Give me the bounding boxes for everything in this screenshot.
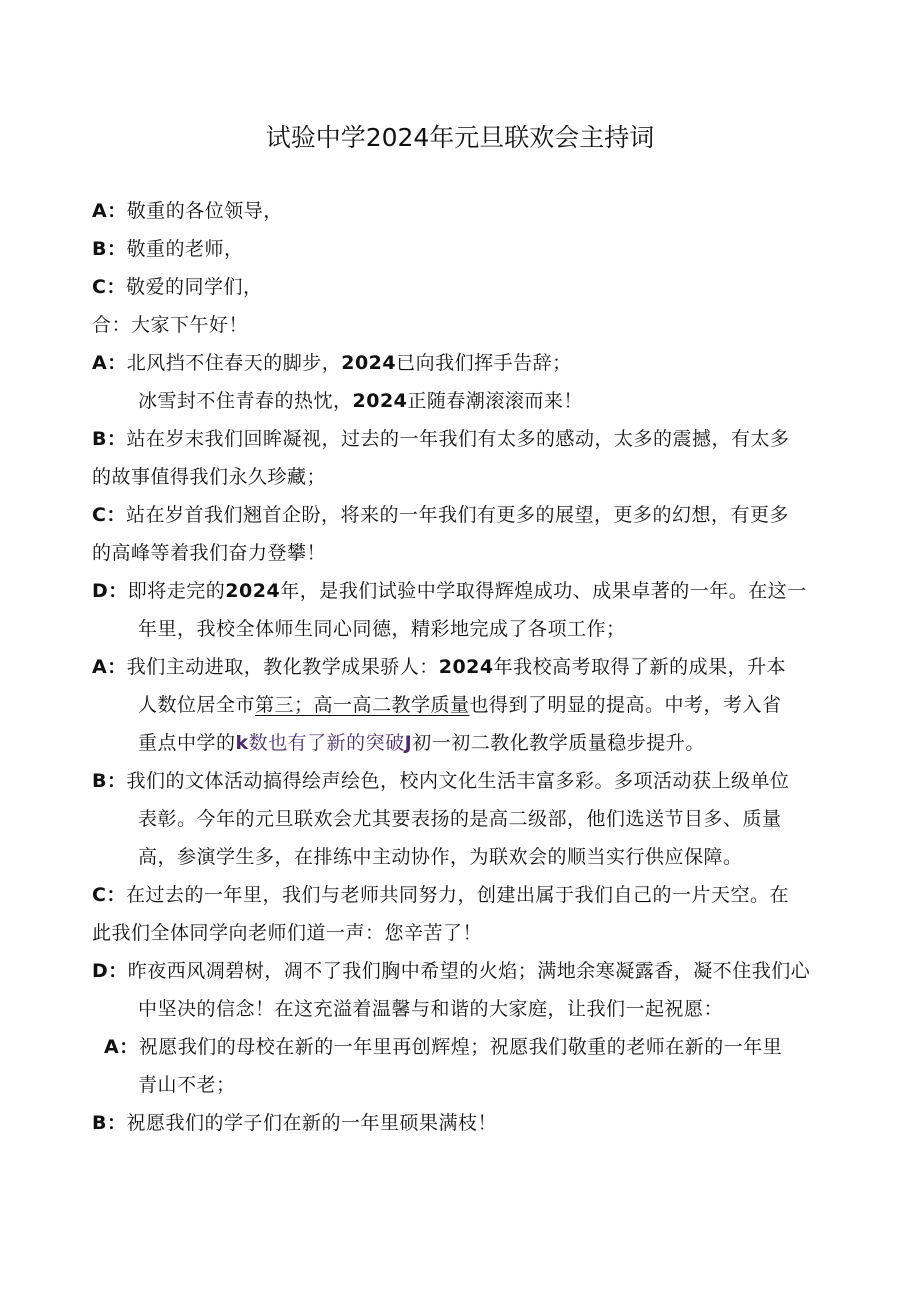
line-d-summary-cont xyxy=(92,610,827,648)
highlighted-text: 数也有了新的突破 xyxy=(248,732,405,754)
speaker-label: B： xyxy=(92,770,127,792)
line-d-summary xyxy=(92,572,827,610)
line-c-thanks-cont xyxy=(92,914,827,952)
line-a-opening xyxy=(92,344,827,382)
line-greeting-a xyxy=(92,192,827,230)
line-b-reflection xyxy=(92,420,827,458)
line-text: 合：大家下午好！ xyxy=(92,314,249,336)
speaker-label: A： xyxy=(104,1036,139,1058)
line-text: 高，参演学生多，在排练中主动协作，为联欢会的顺当实行供应保障。 xyxy=(138,846,743,868)
year-number: 2024 xyxy=(341,352,397,374)
line-b-activities-cont2 xyxy=(92,838,827,876)
line-text: 正随春潮滚滚而来！ xyxy=(407,390,583,412)
line-text: 敬重的各位领导， xyxy=(126,200,283,222)
line-a-achievements xyxy=(92,648,827,686)
glyph-k: k xyxy=(235,732,249,754)
line-text: 的高峰等着我们奋力登攀！ xyxy=(92,542,327,564)
line-text: 我们的文体活动搞得绘声绘色，校内文化生活丰富多彩。多项活动获上级单位 xyxy=(126,770,790,792)
line-text: 此我们全体同学向老师们道一声：您辛苦了！ xyxy=(92,922,483,944)
line-text: 人数位居全市 xyxy=(138,694,256,716)
speaker-label: C： xyxy=(92,884,126,906)
line-text: 冰雪封不住青春的热忱， xyxy=(138,390,353,412)
line-a-blessing-cont xyxy=(92,1066,827,1104)
line-text: 我们主动进取，教化教学成果骄人： xyxy=(126,656,439,678)
line-text: 初一初二教化教学质量稳步提升。 xyxy=(412,732,705,754)
speaker-label: B： xyxy=(92,1112,127,1134)
line-text: 祝愿我们的母校在新的一年里再创辉煌；祝愿我们敬重的老师在新的一年里 xyxy=(138,1036,783,1058)
line-text: 的故事值得我们永久珍藏； xyxy=(92,466,327,488)
line-text: 表彰。今年的元旦联欢会尤其要表扬的是高二级部，他们选送节目多、质量 xyxy=(138,808,782,830)
speaker-label: C： xyxy=(92,276,126,298)
line-d-wishes-cont xyxy=(92,990,827,1028)
line-text: 年我校高考取得了新的成果，升本 xyxy=(493,656,787,678)
line-greeting-c xyxy=(92,268,827,306)
line-c-outlook-cont xyxy=(92,534,827,572)
line-greeting-b xyxy=(92,230,827,268)
document-title: 试验中学2024年元旦联欢会主持词 xyxy=(265,123,655,152)
line-text: 中坚决的信念！在这充溢着温馨与和谐的大家庭，让我们一起祝愿： xyxy=(138,998,724,1020)
line-text: 敬重的老师， xyxy=(126,238,244,260)
line-b-blessing xyxy=(92,1104,827,1142)
line-text: 年，是我们试验中学取得辉煌成功、成果卓著的一年。在这一 xyxy=(280,580,807,602)
line-b-activities-cont xyxy=(92,800,827,838)
speaker-label: A： xyxy=(92,200,127,222)
line-text: 重点中学的 xyxy=(138,732,236,754)
line-text: 祝愿我们的学子们在新的一年里硕果满枝！ xyxy=(126,1112,497,1134)
line-a-achievements-cont xyxy=(92,686,827,724)
speaker-label: D： xyxy=(92,580,128,602)
line-text: 年里，我校全体师生同心同德，精彩地完成了各项工作； xyxy=(138,618,626,640)
line-b-reflection-cont xyxy=(92,458,827,496)
line-text: 站在岁末我们回眸凝视，过去的一年我们有太多的感动，太多的震撼，有太多 xyxy=(126,428,790,450)
line-text: 北风挡不住春天的脚步， xyxy=(126,352,342,374)
glyph-j: J xyxy=(404,732,413,754)
line-text: 昨夜西风凋碧树，凋不了我们胸中希望的火焰；满地余寒凝露香，凝不住我们心 xyxy=(127,960,811,982)
line-text: 在过去的一年里，我们与老师共同努力，创建出属于我们自己的一片天空。在 xyxy=(125,884,789,906)
speaker-label: B： xyxy=(92,238,127,260)
line-text: 站在岁首我们翘首企盼，将来的一年我们有更多的展望，更多的幻想，有更多 xyxy=(125,504,789,526)
line-text: 即将走完的 xyxy=(127,580,226,602)
line-d-wishes xyxy=(92,952,827,990)
line-text: 青山不老； xyxy=(138,1074,236,1096)
line-text: 也得到了明显的提高。中考，考入省 xyxy=(469,694,782,716)
line-b-activities xyxy=(92,762,827,800)
speaker-label: C： xyxy=(92,504,126,526)
line-c-outlook xyxy=(92,496,827,534)
year-number: 2024 xyxy=(352,390,408,412)
line-c-thanks xyxy=(92,876,827,914)
year-number: 2024 xyxy=(438,656,494,678)
speaker-label: A： xyxy=(92,656,127,678)
line-text: 敬爱的同学们， xyxy=(125,276,263,298)
year-number: 2024 xyxy=(225,580,281,602)
line-a-opening-cont xyxy=(92,382,827,420)
line-a-achievements-cont2 xyxy=(92,724,827,762)
speaker-label: D： xyxy=(92,960,128,982)
speaker-label: A： xyxy=(92,352,127,374)
script-body xyxy=(92,192,827,1142)
underlined-text: 第三；高一高二教学质量 xyxy=(255,694,470,716)
line-a-blessing xyxy=(92,1028,827,1066)
line-text: 已向我们挥手告辞； xyxy=(396,352,572,374)
speaker-label: B： xyxy=(92,428,127,450)
line-greeting-all xyxy=(92,306,827,344)
